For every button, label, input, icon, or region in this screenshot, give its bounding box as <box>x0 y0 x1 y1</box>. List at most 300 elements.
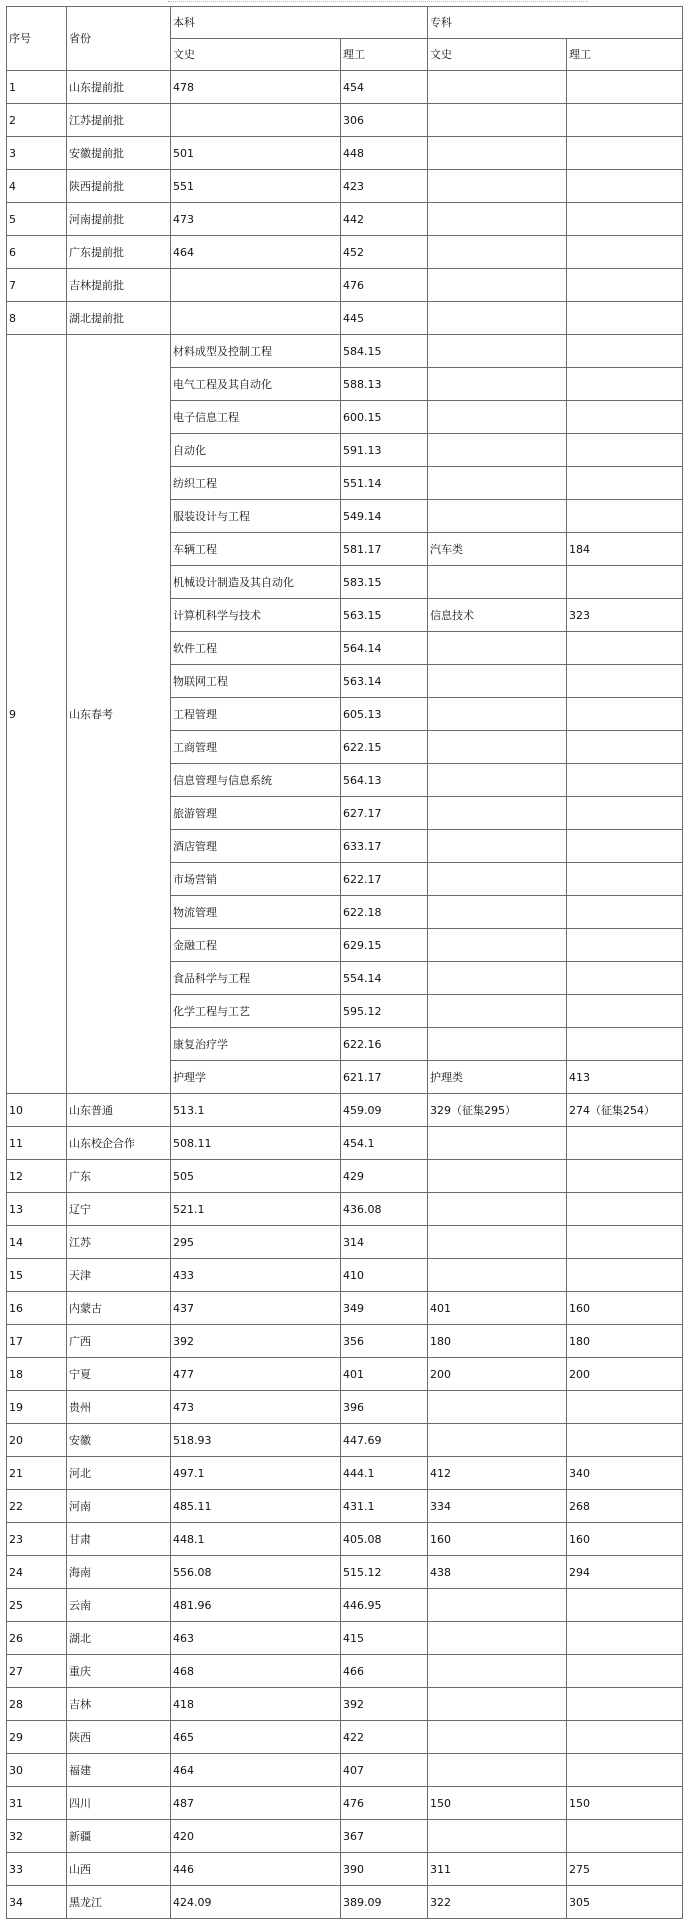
row-province: 安徽 <box>67 1424 171 1457</box>
junior-major-score <box>567 731 683 764</box>
row-province: 湖北提前批 <box>67 302 171 335</box>
junior-major-name <box>428 335 567 368</box>
junior-science-score: 340 <box>567 1457 683 1490</box>
undergrad-major-name: 酒店管理 <box>171 830 341 863</box>
table-row <box>7 137 683 170</box>
junior-science-score: 305 <box>567 1886 683 1919</box>
undergrad-science-score: 429 <box>341 1160 428 1193</box>
row-index: 10 <box>7 1094 67 1127</box>
row-index: 26 <box>7 1622 67 1655</box>
junior-major-name: 信息技术 <box>428 599 567 632</box>
junior-arts-score <box>428 1655 567 1688</box>
row-province: 山东提前批 <box>67 71 171 104</box>
undergrad-major-name: 材料成型及控制工程 <box>171 335 341 368</box>
row-index: 3 <box>7 137 67 170</box>
header-undergrad: 本科 <box>171 7 428 39</box>
row-index: 6 <box>7 236 67 269</box>
undergrad-arts-score <box>171 269 341 302</box>
table-row <box>7 1259 683 1292</box>
junior-major-name: 护理类 <box>428 1061 567 1094</box>
row-province: 河南提前批 <box>67 203 171 236</box>
junior-arts-score: 160 <box>428 1523 567 1556</box>
undergrad-science-score: 454 <box>341 71 428 104</box>
row-index: 31 <box>7 1787 67 1820</box>
header-index: 序号 <box>7 7 67 71</box>
junior-major-name <box>428 863 567 896</box>
undergrad-major-name: 自动化 <box>171 434 341 467</box>
row-index: 4 <box>7 170 67 203</box>
undergrad-major-name: 纺织工程 <box>171 467 341 500</box>
row-province: 山西 <box>67 1853 171 1886</box>
undergrad-arts-score: 551 <box>171 170 341 203</box>
undergrad-science-score: 442 <box>341 203 428 236</box>
header-junior-arts: 文史 <box>428 39 567 71</box>
undergrad-science-score: 447.69 <box>341 1424 428 1457</box>
undergrad-science-score: 392 <box>341 1688 428 1721</box>
undergrad-arts-score: 437 <box>171 1292 341 1325</box>
undergrad-arts-score: 446 <box>171 1853 341 1886</box>
undergrad-major-name: 计算机科学与技术 <box>171 599 341 632</box>
row-index: 2 <box>7 104 67 137</box>
row-index: 14 <box>7 1226 67 1259</box>
junior-major-score <box>567 566 683 599</box>
junior-major-name <box>428 500 567 533</box>
undergrad-major-score: 584.15 <box>341 335 428 368</box>
table-row <box>7 1358 683 1391</box>
junior-major-score <box>567 962 683 995</box>
undergrad-arts-score: 433 <box>171 1259 341 1292</box>
undergrad-science-score: 396 <box>341 1391 428 1424</box>
undergrad-arts-score: 468 <box>171 1655 341 1688</box>
undergrad-science-score: 459.09 <box>341 1094 428 1127</box>
undergrad-science-score: 390 <box>341 1853 428 1886</box>
table-row <box>7 1754 683 1787</box>
junior-arts-score <box>428 137 567 170</box>
undergrad-arts-score: 485.11 <box>171 1490 341 1523</box>
table-row <box>7 302 683 335</box>
undergrad-major-score: 605.13 <box>341 698 428 731</box>
junior-major-name <box>428 467 567 500</box>
row-province: 云南 <box>67 1589 171 1622</box>
undergrad-science-score: 476 <box>341 269 428 302</box>
junior-arts-score <box>428 203 567 236</box>
header-junior-science: 理工 <box>567 39 683 71</box>
junior-arts-score <box>428 1754 567 1787</box>
table-row <box>7 1688 683 1721</box>
undergrad-arts-score: 477 <box>171 1358 341 1391</box>
undergrad-science-score: 444.1 <box>341 1457 428 1490</box>
junior-major-score <box>567 896 683 929</box>
junior-major-score <box>567 698 683 731</box>
junior-arts-score: 334 <box>428 1490 567 1523</box>
junior-arts-score <box>428 1589 567 1622</box>
junior-major-name <box>428 731 567 764</box>
undergrad-arts-score: 508.11 <box>171 1127 341 1160</box>
undergrad-science-score: 356 <box>341 1325 428 1358</box>
junior-science-score: 200 <box>567 1358 683 1391</box>
junior-arts-score <box>428 1160 567 1193</box>
undergrad-major-name: 金融工程 <box>171 929 341 962</box>
undergrad-science-score: 445 <box>341 302 428 335</box>
row-province: 吉林 <box>67 1688 171 1721</box>
undergrad-major-name: 市场营销 <box>171 863 341 896</box>
row-province: 内蒙古 <box>67 1292 171 1325</box>
row-province: 天津 <box>67 1259 171 1292</box>
junior-arts-score <box>428 1127 567 1160</box>
undergrad-arts-score: 521.1 <box>171 1193 341 1226</box>
junior-major-score <box>567 335 683 368</box>
junior-arts-score <box>428 1721 567 1754</box>
row-index: 24 <box>7 1556 67 1589</box>
table-row <box>7 1193 683 1226</box>
junior-science-score: 160 <box>567 1292 683 1325</box>
undergrad-arts-score: 501 <box>171 137 341 170</box>
row-index: 1 <box>7 71 67 104</box>
row-province: 山东普通 <box>67 1094 171 1127</box>
header-undergrad-arts: 文史 <box>171 39 341 71</box>
undergrad-arts-score: 424.09 <box>171 1886 341 1919</box>
row-province: 山东春考 <box>67 335 171 1094</box>
undergrad-arts-score: 497.1 <box>171 1457 341 1490</box>
junior-science-score <box>567 1820 683 1853</box>
row-province: 宁夏 <box>67 1358 171 1391</box>
row-province: 福建 <box>67 1754 171 1787</box>
table-row <box>7 203 683 236</box>
row-province: 贵州 <box>67 1391 171 1424</box>
undergrad-science-score: 423 <box>341 170 428 203</box>
row-province: 海南 <box>67 1556 171 1589</box>
header-junior-college: 专科 <box>428 7 683 39</box>
table-row <box>7 1721 683 1754</box>
undergrad-arts-score: 556.08 <box>171 1556 341 1589</box>
junior-major-score <box>567 764 683 797</box>
table-row <box>7 1424 683 1457</box>
undergrad-major-score: 551.14 <box>341 467 428 500</box>
undergrad-arts-score: 295 <box>171 1226 341 1259</box>
junior-major-score <box>567 995 683 1028</box>
header-row-1 <box>7 7 683 39</box>
undergrad-arts-score: 392 <box>171 1325 341 1358</box>
undergrad-science-score: 448 <box>341 137 428 170</box>
junior-major-name <box>428 962 567 995</box>
row-index: 34 <box>7 1886 67 1919</box>
row-province: 广西 <box>67 1325 171 1358</box>
row-index: 33 <box>7 1853 67 1886</box>
undergrad-arts-score: 513.1 <box>171 1094 341 1127</box>
row-province: 陕西 <box>67 1721 171 1754</box>
undergrad-science-score: 405.08 <box>341 1523 428 1556</box>
junior-arts-score: 322 <box>428 1886 567 1919</box>
undergrad-arts-score: 463 <box>171 1622 341 1655</box>
undergrad-major-name: 服装设计与工程 <box>171 500 341 533</box>
row-index: 7 <box>7 269 67 302</box>
junior-major-name <box>428 929 567 962</box>
undergrad-arts-score: 487 <box>171 1787 341 1820</box>
table-row <box>7 1094 683 1127</box>
row-province: 黑龙江 <box>67 1886 171 1919</box>
row-index: 32 <box>7 1820 67 1853</box>
undergrad-major-score: 549.14 <box>341 500 428 533</box>
undergrad-major-name: 护理学 <box>171 1061 341 1094</box>
junior-major-score: 323 <box>567 599 683 632</box>
row-index: 16 <box>7 1292 67 1325</box>
junior-science-score: 180 <box>567 1325 683 1358</box>
junior-science-score <box>567 203 683 236</box>
undergrad-major-name: 物联网工程 <box>171 665 341 698</box>
junior-science-score <box>567 1721 683 1754</box>
undergrad-science-score: 422 <box>341 1721 428 1754</box>
undergrad-major-score: 564.13 <box>341 764 428 797</box>
undergrad-major-name: 物流管理 <box>171 896 341 929</box>
table-row <box>7 236 683 269</box>
row-province: 河北 <box>67 1457 171 1490</box>
junior-arts-score <box>428 104 567 137</box>
junior-science-score <box>567 1655 683 1688</box>
undergrad-major-score: 622.18 <box>341 896 428 929</box>
junior-science-score <box>567 1688 683 1721</box>
undergrad-arts-score: 481.96 <box>171 1589 341 1622</box>
table-row <box>7 1391 683 1424</box>
junior-arts-score <box>428 236 567 269</box>
junior-science-score: 294 <box>567 1556 683 1589</box>
junior-major-name <box>428 995 567 1028</box>
undergrad-major-score: 627.17 <box>341 797 428 830</box>
undergrad-science-score: 436.08 <box>341 1193 428 1226</box>
row-province: 河南 <box>67 1490 171 1523</box>
undergrad-arts-score <box>171 302 341 335</box>
undergrad-science-score: 476 <box>341 1787 428 1820</box>
table-row <box>7 1589 683 1622</box>
junior-major-score <box>567 368 683 401</box>
table-row <box>7 269 683 302</box>
row-province: 甘肃 <box>67 1523 171 1556</box>
junior-major-name <box>428 830 567 863</box>
junior-science-score <box>567 1589 683 1622</box>
undergrad-science-score: 452 <box>341 236 428 269</box>
undergrad-major-score: 621.17 <box>341 1061 428 1094</box>
undergrad-major-score: 563.15 <box>341 599 428 632</box>
junior-arts-score <box>428 1622 567 1655</box>
undergrad-major-score: 581.17 <box>341 533 428 566</box>
row-province: 吉林提前批 <box>67 269 171 302</box>
header-undergrad-science: 理工 <box>341 39 428 71</box>
row-index: 29 <box>7 1721 67 1754</box>
junior-science-score <box>567 1127 683 1160</box>
junior-major-name <box>428 698 567 731</box>
undergrad-arts-score <box>171 104 341 137</box>
junior-major-name <box>428 632 567 665</box>
table-row <box>7 170 683 203</box>
table-row <box>7 71 683 104</box>
undergrad-arts-score: 418 <box>171 1688 341 1721</box>
junior-arts-score: 412 <box>428 1457 567 1490</box>
undergrad-major-name: 食品科学与工程 <box>171 962 341 995</box>
row-index: 5 <box>7 203 67 236</box>
junior-major-score <box>567 401 683 434</box>
junior-arts-score <box>428 1193 567 1226</box>
junior-arts-score: 438 <box>428 1556 567 1589</box>
junior-science-score: 268 <box>567 1490 683 1523</box>
undergrad-major-score: 622.17 <box>341 863 428 896</box>
row-index: 15 <box>7 1259 67 1292</box>
undergrad-major-score: 554.14 <box>341 962 428 995</box>
undergrad-arts-score: 473 <box>171 1391 341 1424</box>
undergrad-major-name: 车辆工程 <box>171 533 341 566</box>
junior-major-name <box>428 434 567 467</box>
junior-science-score <box>567 137 683 170</box>
undergrad-arts-score: 464 <box>171 236 341 269</box>
junior-science-score <box>567 236 683 269</box>
row-index: 27 <box>7 1655 67 1688</box>
undergrad-science-score: 431.1 <box>341 1490 428 1523</box>
row-index: 12 <box>7 1160 67 1193</box>
undergrad-arts-score: 420 <box>171 1820 341 1853</box>
junior-major-name <box>428 764 567 797</box>
admission-scores-table <box>6 6 683 1919</box>
row-index: 30 <box>7 1754 67 1787</box>
row-province: 江苏提前批 <box>67 104 171 137</box>
table-row <box>7 1127 683 1160</box>
row-province: 湖北 <box>67 1622 171 1655</box>
undergrad-science-score: 454.1 <box>341 1127 428 1160</box>
junior-arts-score: 200 <box>428 1358 567 1391</box>
undergrad-science-score: 466 <box>341 1655 428 1688</box>
undergrad-science-score: 401 <box>341 1358 428 1391</box>
junior-arts-score <box>428 1391 567 1424</box>
junior-arts-score: 329（征集295） <box>428 1094 567 1127</box>
row-province: 广东 <box>67 1160 171 1193</box>
undergrad-major-name: 康复治疗学 <box>171 1028 341 1061</box>
undergrad-science-score: 367 <box>341 1820 428 1853</box>
undergrad-arts-score: 478 <box>171 71 341 104</box>
row-index: 22 <box>7 1490 67 1523</box>
undergrad-major-score: 564.14 <box>341 632 428 665</box>
junior-science-score <box>567 1160 683 1193</box>
junior-major-name: 汽车类 <box>428 533 567 566</box>
undergrad-major-name: 电气工程及其自动化 <box>171 368 341 401</box>
row-province: 山东校企合作 <box>67 1127 171 1160</box>
row-index: 20 <box>7 1424 67 1457</box>
junior-arts-score <box>428 170 567 203</box>
row-province: 四川 <box>67 1787 171 1820</box>
table-row <box>7 1655 683 1688</box>
junior-science-score <box>567 269 683 302</box>
junior-major-score <box>567 665 683 698</box>
junior-science-score <box>567 71 683 104</box>
undergrad-science-score: 415 <box>341 1622 428 1655</box>
undergrad-major-name: 电子信息工程 <box>171 401 341 434</box>
undergrad-major-score: 622.16 <box>341 1028 428 1061</box>
junior-arts-score: 401 <box>428 1292 567 1325</box>
junior-science-score: 275 <box>567 1853 683 1886</box>
junior-major-score <box>567 929 683 962</box>
undergrad-major-name: 信息管理与信息系统 <box>171 764 341 797</box>
junior-major-score <box>567 830 683 863</box>
junior-arts-score <box>428 71 567 104</box>
undergrad-major-score: 629.15 <box>341 929 428 962</box>
junior-arts-score <box>428 1259 567 1292</box>
row-province: 重庆 <box>67 1655 171 1688</box>
undergrad-arts-score: 448.1 <box>171 1523 341 1556</box>
row-province: 新疆 <box>67 1820 171 1853</box>
undergrad-science-score: 314 <box>341 1226 428 1259</box>
undergrad-science-score: 410 <box>341 1259 428 1292</box>
junior-major-score <box>567 1028 683 1061</box>
table-row <box>7 1622 683 1655</box>
undergrad-major-score: 563.14 <box>341 665 428 698</box>
undergrad-arts-score: 465 <box>171 1721 341 1754</box>
junior-science-score <box>567 1259 683 1292</box>
row-index: 13 <box>7 1193 67 1226</box>
row-province: 陕西提前批 <box>67 170 171 203</box>
junior-arts-score: 150 <box>428 1787 567 1820</box>
row-province: 辽宁 <box>67 1193 171 1226</box>
undergrad-science-score: 407 <box>341 1754 428 1787</box>
top-dotted-rule <box>168 1 588 2</box>
undergrad-major-name: 工商管理 <box>171 731 341 764</box>
junior-arts-score: 180 <box>428 1325 567 1358</box>
junior-science-score <box>567 1424 683 1457</box>
table-row <box>7 1820 683 1853</box>
junior-major-score <box>567 797 683 830</box>
junior-major-score <box>567 863 683 896</box>
junior-major-score <box>567 500 683 533</box>
row-province: 安徽提前批 <box>67 137 171 170</box>
junior-major-score: 413 <box>567 1061 683 1094</box>
junior-science-score: 150 <box>567 1787 683 1820</box>
table-row <box>7 1886 683 1919</box>
table-row <box>7 1292 683 1325</box>
junior-major-score <box>567 434 683 467</box>
junior-arts-score <box>428 269 567 302</box>
junior-major-name <box>428 1028 567 1061</box>
row-province: 广东提前批 <box>67 236 171 269</box>
junior-science-score <box>567 170 683 203</box>
undergrad-major-score: 595.12 <box>341 995 428 1028</box>
undergrad-major-score: 583.15 <box>341 566 428 599</box>
junior-major-name <box>428 665 567 698</box>
undergrad-arts-score: 518.93 <box>171 1424 341 1457</box>
junior-arts-score: 311 <box>428 1853 567 1886</box>
table-row <box>7 1325 683 1358</box>
undergrad-arts-score: 473 <box>171 203 341 236</box>
undergrad-major-score: 600.15 <box>341 401 428 434</box>
table-row <box>7 1160 683 1193</box>
undergrad-science-score: 446.95 <box>341 1589 428 1622</box>
table-row <box>7 1787 683 1820</box>
junior-major-score: 184 <box>567 533 683 566</box>
undergrad-science-score: 306 <box>341 104 428 137</box>
table-row <box>7 1490 683 1523</box>
junior-science-score <box>567 104 683 137</box>
junior-science-score <box>567 1754 683 1787</box>
junior-major-score <box>567 632 683 665</box>
undergrad-major-score: 591.13 <box>341 434 428 467</box>
undergrad-science-score: 389.09 <box>341 1886 428 1919</box>
row-index: 21 <box>7 1457 67 1490</box>
row-province: 江苏 <box>67 1226 171 1259</box>
row-index: 8 <box>7 302 67 335</box>
junior-major-name <box>428 566 567 599</box>
undergrad-major-name: 机械设计制造及其自动化 <box>171 566 341 599</box>
junior-science-score: 160 <box>567 1523 683 1556</box>
junior-major-name <box>428 797 567 830</box>
table-row <box>7 1226 683 1259</box>
undergrad-major-score: 588.13 <box>341 368 428 401</box>
undergrad-major-score: 633.17 <box>341 830 428 863</box>
undergrad-major-name: 旅游管理 <box>171 797 341 830</box>
row-index: 17 <box>7 1325 67 1358</box>
